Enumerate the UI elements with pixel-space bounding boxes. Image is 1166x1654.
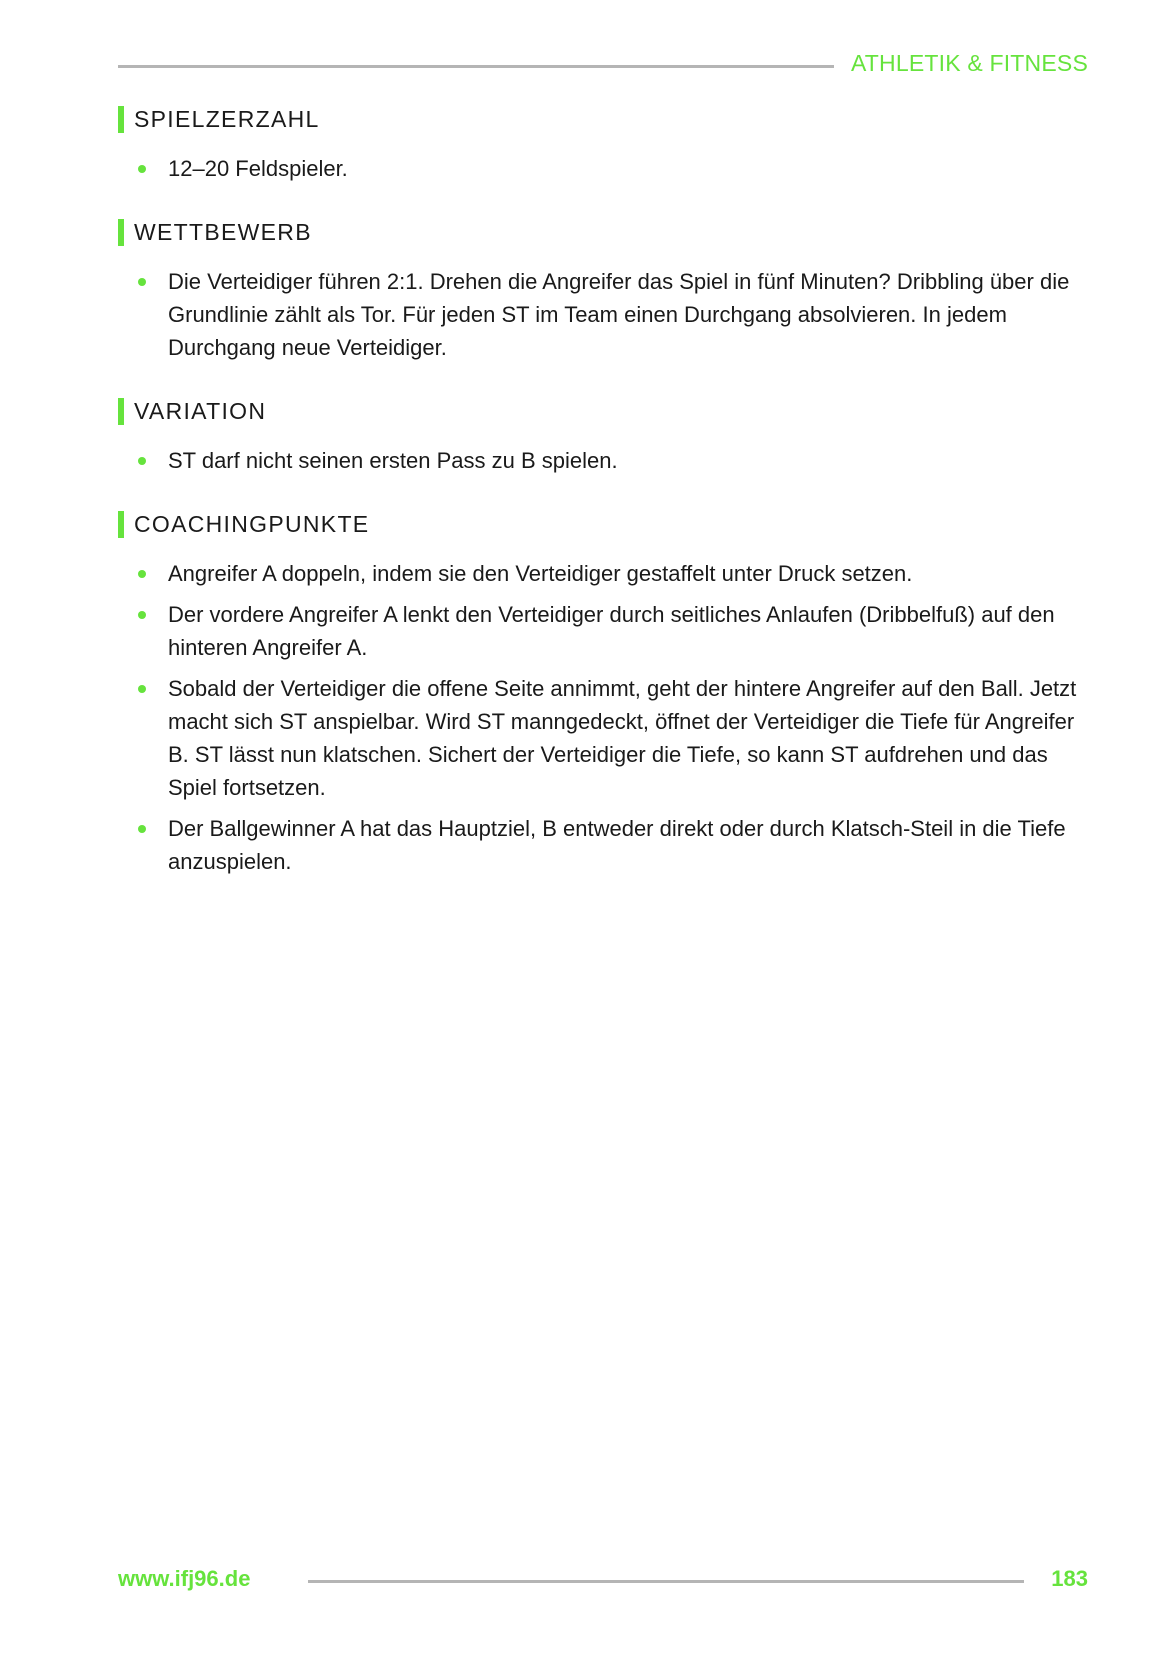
list-item	[118, 152, 1088, 185]
heading-accent-bar	[118, 398, 124, 425]
heading-accent-bar	[118, 106, 124, 133]
section-title: SPIELZERZAHL	[134, 106, 320, 132]
section-coachingpunkte	[118, 509, 1088, 878]
bullet-dot-icon	[138, 611, 146, 619]
bullet-dot-icon	[138, 685, 146, 693]
list-item	[118, 444, 1088, 477]
page-content	[118, 104, 1088, 910]
section-heading	[118, 217, 1088, 247]
bullet-dot-icon	[138, 278, 146, 286]
section-heading	[118, 104, 1088, 134]
section-variation	[118, 396, 1088, 477]
list-item-text: Angreifer A doppeln, indem sie den Verteidiger gestaffelt unter Druck setzen.	[168, 561, 913, 586]
bullet-dot-icon	[138, 457, 146, 465]
page-number: 183	[1051, 1566, 1088, 1591]
list-item-text: 12–20 Feldspieler.	[168, 156, 348, 181]
section-title: VARIATION	[134, 398, 267, 424]
footer-rule	[308, 1580, 1024, 1583]
page-footer	[118, 1562, 1088, 1602]
list-item	[118, 265, 1088, 364]
bullet-dot-icon	[138, 165, 146, 173]
heading-accent-bar	[118, 219, 124, 246]
list-item-text: Die Verteidiger führen 2:1. Drehen die Angreifer das Spiel in fünf Minuten? Dribbling über die Grundlinie zählt als Tor. Für jeden ST im Team einen Durchgang absolvieren. In jedem Durchgang neue Verteidiger.	[168, 269, 1070, 360]
bullet-dot-icon	[138, 570, 146, 578]
list-item-text: Sobald der Verteidiger die offene Seite annimmt, geht der hintere Angreifer auf den Ball. Jetzt macht sich ST anspielbar. Wird ST manngedeckt, öffnet der Verteidiger die Tiefe für Angreifer B. ST lässt nun klatschen. Sichert der Verteidiger die Tiefe, so kann ST aufdrehen und das Spiel fortsetzen.	[168, 676, 1077, 800]
bullet-list	[118, 444, 1088, 477]
bullet-dot-icon	[138, 825, 146, 833]
bullet-list	[118, 265, 1088, 364]
page-header	[118, 48, 1088, 88]
section-heading	[118, 396, 1088, 426]
list-item-text: Der Ballgewinner A hat das Hauptziel, B entweder direkt oder durch Klatsch-Steil in die Tiefe anzuspielen.	[168, 816, 1066, 874]
section-heading	[118, 509, 1088, 539]
section-title: WETTBEWERB	[134, 219, 312, 245]
bullet-list	[118, 557, 1088, 878]
bullet-list	[118, 152, 1088, 185]
section-wettbewerb	[118, 217, 1088, 364]
list-item	[118, 672, 1088, 804]
list-item	[118, 812, 1088, 878]
list-item	[118, 598, 1088, 664]
list-item	[118, 557, 1088, 590]
section-title: COACHINGPUNKTE	[134, 511, 370, 537]
list-item-text: Der vordere Angreifer A lenkt den Verteidiger durch seitliches Anlaufen (Dribbelfuß) auf den hinteren Angreifer A.	[168, 602, 1055, 660]
chapter-title: ATHLETIK & FITNESS	[850, 50, 1088, 76]
header-rule	[118, 65, 834, 68]
heading-accent-bar	[118, 511, 124, 538]
section-spielerzahl	[118, 104, 1088, 185]
list-item-text: ST darf nicht seinen ersten Pass zu B spielen.	[168, 448, 618, 473]
website-link[interactable]: www.ifj96.de	[118, 1566, 251, 1591]
